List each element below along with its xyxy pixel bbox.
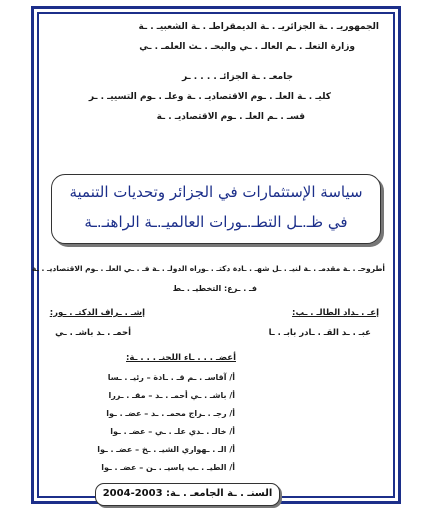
- committee-member: أ/ آقاسـ . ـم قـ . ـادة – رئيـ . ـسا: [107, 373, 235, 382]
- inner-border: [37, 12, 395, 498]
- academic-year: السنـ . ـة الجامعـ . ـة: 2003-2004: [102, 488, 273, 499]
- ministry-header: وزارة التعلـ . ـم العالـ . ـي والبحـ . ـث العلمـ . ـي: [139, 42, 355, 52]
- committee-member: أ/ باشـ . ـي أحمـ . ـد – مقـ . ـررا: [108, 391, 235, 400]
- thesis-description: أطروحـ . ـة مقدمـ . ـة لنيـ . ـل شهـ . ـادة دكتـ . ـوراه الدولـ . ـة فـ . ـي العلـ . ـوم الاقتصاديـ . ـة: [31, 264, 385, 273]
- committee-member: أ/ رجـ . ـراج محمـ . ـد – عضـ . ـوا: [106, 409, 235, 418]
- supervisor-name: أحمـ . ـد باشـ . ـي: [55, 328, 131, 338]
- thesis-branch: فـ . ـرع: التخطيـ . ـط: [172, 284, 257, 293]
- thesis-title-line-1: سياسة الإستثمارات في الجزائر وتحديات التنمية: [69, 183, 363, 201]
- academic-year-box: [95, 483, 280, 506]
- committee-member: أ/ الـ . ـهواري الشيـ . ـخ – عضـ . ـوا: [97, 445, 235, 454]
- department-name: قسـ . ـم العلـ . ـوم الاقتصاديـ . ـة: [156, 112, 305, 122]
- committee-label: أعضـ . . . ـاء اللجنـ . . . ـة:: [126, 353, 236, 363]
- republic-header: الجمهوريـ . ـة الجزائريـ . ـة الديمقراطـ . ـة الشعبيـ . ـة: [138, 22, 379, 32]
- committee-member: أ/ الطيـ . ـب ياسيـ . ـن – عضـ . ـوا: [101, 463, 235, 472]
- student-label: إعـ . ـداد الطالـ . ـب:: [292, 308, 379, 318]
- thesis-title-line-2: في ظـ.ـل التطـ.ـورات العالميـ.ـة الراهنـ.ـة: [84, 213, 348, 231]
- supervisor-label: إشـ . ـراف الدكتـ . ـور:: [49, 308, 145, 318]
- committee-member: أ/ خالـ . ـدي علـ . ـي – عضـ . ـوا: [110, 427, 235, 436]
- faculty-name: كليـ . ـة العلـ . ـوم الاقتصاديـ . ـة وعلـ . ـوم التسييـ . ـر: [88, 92, 331, 102]
- university-name: جامعـ . ـة الجزائـ . . . . ـر: [181, 72, 293, 82]
- cover-page: [31, 6, 401, 504]
- student-name: عبـ . ـد القـ . ـادر بابـ . ـا: [268, 328, 371, 338]
- title-box: [51, 174, 381, 244]
